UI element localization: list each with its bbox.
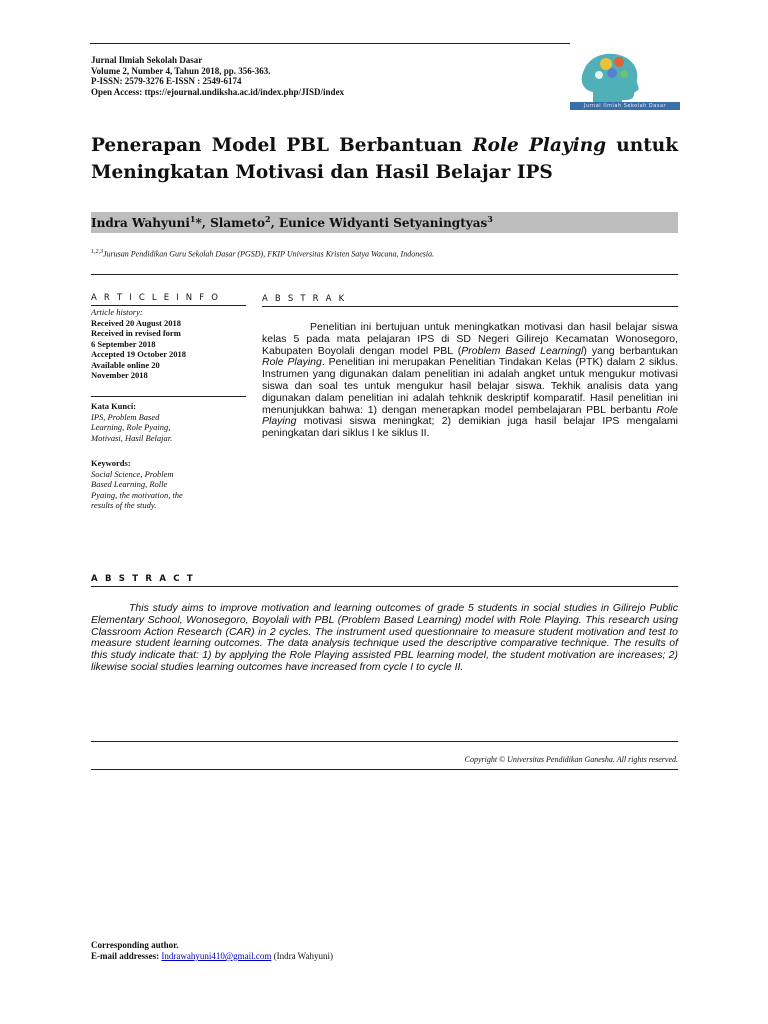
- copyright-rule-top: [91, 741, 678, 742]
- abstract-heading: A B S T R A C T: [91, 574, 195, 584]
- article-history-rule: [91, 396, 246, 397]
- author-1: Indra Wahyuni: [91, 216, 190, 230]
- journal-open-access: Open Access: ttps://ejournal.undiksha.ac.id/index.php/JISD/index: [91, 86, 345, 97]
- author-3: Eunice Widyanti Setyaningtyas: [278, 216, 488, 230]
- journal-logo: [568, 46, 681, 112]
- kata-kunci: Kata Kunci: IPS, Problem Based Learning, Role Pyaing, Motivasi, Hasil Belajar.: [91, 401, 173, 443]
- journal-name: Jurnal Ilmiah Sekolah Dasar: [91, 55, 203, 65]
- copyright-rule-bottom: [91, 769, 678, 770]
- abstract-body: This study aims to improve motivation and learning outcomes of grade 5 students in social studies in Gilirejo Public Elementary School, Wonosegoro, Boyolali with PBL (Problem Based Learning) model with Role Playing. This research using Classroom Action Research (CAR) in 2 cycles. The instrument used questionnaire to measure student motivation and test to measure student learning outcomes. The data analysis technique used the descriptive comparative technique. The results of this study indicate that: 1) by applying the Role Playing assisted PBL learning model, the student motivation are increases; 2) likewise social studies learning outcomes have increased from cycle I to cycle II.: [91, 602, 678, 673]
- keywords: Keywords: Social Science, Problem Based Learning, Rolle Pyaing, the motivation, the results of the study.: [91, 458, 183, 510]
- copyright-notice: Copyright © Universitas Pendidikan Ganesha. All rights reserved.: [464, 755, 678, 764]
- affiliation: $^{1,2,3}$Jurusan Pendidikan Guru Sekolah Dasar (PGSD), FKIP Universitas Kristen Satya Wacana, Indonesia.: [91, 249, 435, 259]
- author-2: Slameto: [210, 216, 266, 230]
- authors: Indra Wahyuni$^1$*, Slameto$^2$, Eunice Widyanti Setyaningtyas$^3$: [91, 214, 493, 230]
- article-info-rule: [91, 305, 246, 306]
- article-info-heading: A R T I C L E I N F O: [91, 293, 221, 303]
- corresponding-author: Corresponding author. E-mail addresses: Indrawahyuni410@gmail.com (Indra Wahyuni): [91, 940, 333, 961]
- section-rule: [91, 274, 678, 275]
- header-rule: [90, 43, 570, 44]
- abstrak-rule: [262, 306, 678, 307]
- journal-info: [91, 55, 551, 97]
- abstrak-heading: A B S T R A K: [262, 294, 347, 304]
- journal-volume: Volume 2, Number 4, Tahun 2018, pp. 356-363.: [91, 65, 271, 76]
- journal-issn: P-ISSN: 2579-3276 E-ISSN : 2549-6174: [91, 76, 242, 86]
- abstract-rule: [91, 586, 678, 587]
- logo-caption: Jurnal Ilmiah Sekolah Dasar: [583, 103, 667, 109]
- paper-title: Penerapan Model PBL Berbantuan Role Playing untuk Meningkatan Motivasi dan Hasil Belajar IPS: [91, 135, 679, 183]
- abstrak-body: Penelitian ini bertujuan untuk meningkatkan motivasi dan hasil belajar siswa kelas 5 pada mata pelajaran IPS di SD Negeri Gilirejo Kecamatan Wonosegoro, Kabupaten Boyolali dengan model PBL (Problem Based Learningl) yang berbantukan Role Playing. Penelitian ini merupakan Penelitian Tindakan Kelas (PTK) dalam 2 siklus. Instrumen yang digunakan dalam penelitian ini adalah angket untuk mengukur motivasi siswa dan soal tes untuk mengukur hasil belajar siswa. Tekhik analisis data yang digunakan dalam penelitian ini adalah tehknik deskriptif komparatif. Hasil penelitian ini menunjukkan bahwa: 1) dengan menerapkan model pembelajaran PBL berbantu Role Playing motivasi siswa meningkat; 2) demikian juga hasil belajar IPS mengalami peningkatan dari siklus I ke siklus II.: [262, 321, 679, 440]
- email-link[interactable]: Indrawahyuni410@gmail.com: [161, 951, 272, 961]
- article-history: Article history: Received 20 August 2018 Received in revised form 6 September 2018 Accepted 19 October 2018 Available online 20 November 2018: [91, 307, 186, 380]
